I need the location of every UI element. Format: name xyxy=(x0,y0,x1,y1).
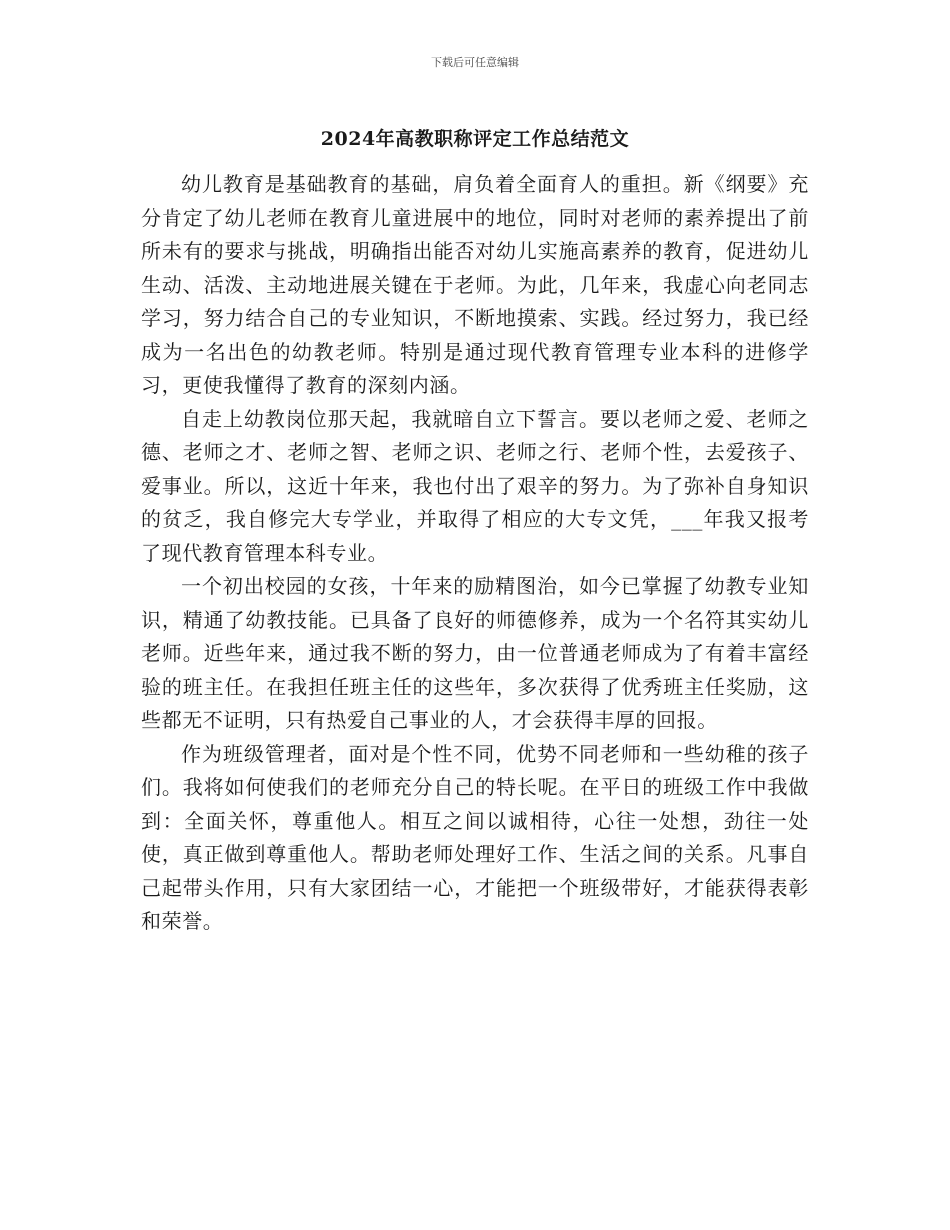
document-title: 2024年高教职称评定工作总结范文 xyxy=(320,128,630,150)
header-note: 下载后可任意编辑 xyxy=(431,56,519,69)
paragraph-1: 幼儿教育是基础教育的基础，肩负着全面育人的重担。新《纲要》充分肯定了幼儿老师在教育儿童进展中的地位，同时对老师的素养提出了前所未有的要求与挑战，明确指出能否对幼儿实施高素养的教育，促进幼儿生动、活泼、主动地进展关键在于老师。为此，几年来，我虚心向老同志学习，努力结合自己的专业知识，不断地摸索、实践。经过努力，我已经成为一名出色的幼教老师。特别是通过现代教育管理专业本科的进修学习，更使我懂得了教育的深刻内涵。 xyxy=(141,172,809,397)
paragraph-2: 自走上幼教岗位那天起，我就暗自立下誓言。要以老师之爱、老师之德、老师之才、老师之智、老师之识、老师之行、老师个性，去爱孩子、爱事业。所以，这近十年来，我也付出了艰辛的努力。为了弥补自身知识的贫乏，我自修完大专学业，并取得了相应的大专文凭，___年我又报考了现代教育管理本科专业。 xyxy=(141,406,809,565)
paragraph-4: 作为班级管理者，面对是个性不同，优势不同老师和一些幼稚的孩子们。我将如何使我们的老师充分自己的特长呢。在平日的班级工作中我做到：全面关怀，尊重他人。相互之间以诚相待，心往一处想，劲往一处使，真正做到尊重他人。帮助老师处理好工作、生活之间的关系。凡事自己起带头作用，只有大家团结一心，才能把一个班级带好，才能获得表彰和荣誉。 xyxy=(141,741,809,933)
document-body xyxy=(141,168,809,939)
paragraph-3: 一个初出校园的女孩，十年来的励精图治，如今已掌握了幼教专业知识，精通了幼教技能。已具备了良好的师德修养，成为一个名符其实幼儿老师。近些年来，通过我不断的努力，由一位普通老师成为了有着丰富经验的班主任。在我担任班主任的这些年，多次获得了优秀班主任奖励，这些都无不证明，只有热爱自己事业的人，才会获得丰厚的回报。 xyxy=(141,574,809,732)
